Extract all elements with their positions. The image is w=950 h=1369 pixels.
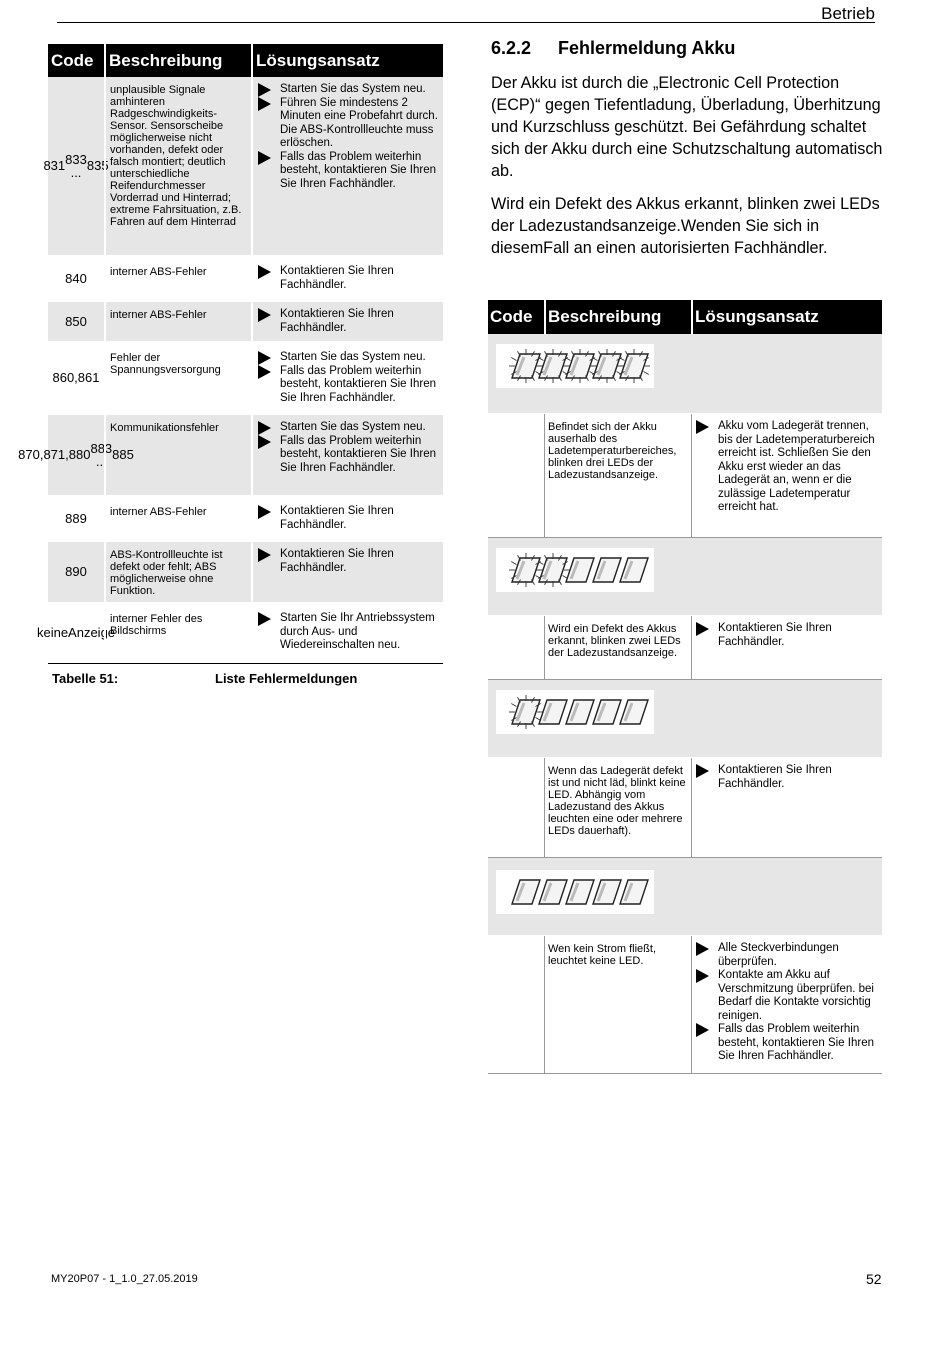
arrow-right-icon — [258, 151, 271, 165]
error-code-cell — [48, 345, 104, 411]
arrow-right-icon — [696, 942, 709, 956]
led-off — [566, 558, 594, 582]
error-description: interner ABS-Fehler — [104, 302, 251, 341]
arrow-right-icon — [258, 97, 271, 111]
header-description: Beschreibung — [104, 44, 251, 77]
led-off — [566, 700, 594, 724]
no-leds-lit-icon — [496, 870, 654, 914]
defect-paragraph: Wird ein Defekt des Akkus erkannt, blinken zwei LEDs der Ladezustandsanzeige.Wenden Sie sich in diesemFall an einen autorisierten Fachhändler. — [491, 195, 880, 257]
error-description: interner Fehler des Bildschirms — [104, 606, 251, 659]
error-code-line: Anzeige — [68, 624, 116, 640]
led-pattern-row — [488, 680, 882, 758]
arrow-right-icon — [258, 505, 271, 519]
solution-text: Falls das Problem weiterhin besteht, kontaktieren Sie Ihren Sie Ihren Fachhändler. — [718, 1023, 874, 1062]
solution-item — [696, 764, 878, 791]
error-description: interner ABS-Fehler — [104, 259, 251, 298]
error-code-line: 831 — [43, 158, 66, 174]
solution-text: Starten Sie Ihr Antriebssystem durch Aus- und Wiedereinschalten neu. — [280, 612, 435, 651]
table-row — [488, 616, 882, 680]
solution-text: Kontakte am Akku auf Verschmitzung überprüfen. bei Bedarf die Kontakte vorsichtig reinigen. — [718, 969, 874, 1022]
solution-text: Kontaktieren Sie Ihren Fachhändler. — [718, 622, 832, 648]
solution-text: Starten Sie das System neu. — [280, 421, 426, 433]
error-description: Wenn das Ladegerät defekt ist und nicht läd, blinkt keine LED. Abhängig vom Ladezustand des Akkus leuchten eine oder mehrere LEDs dauerhaft). — [544, 758, 691, 857]
solution-text: Akku vom Ladegerät trennen, bis der Ladetemperaturbereich erreicht ist. Schließen Sie den Akku erst wieder an das Ladegerät an, wenn er die zulässige Ladetemperatur erreicht hat. — [718, 420, 875, 513]
solution-text: Alle Steckverbindungen überprüfen. — [718, 942, 839, 968]
table-row — [488, 414, 882, 538]
solution-cell — [251, 77, 443, 255]
arrow-right-icon — [696, 420, 709, 434]
arrow-right-icon — [696, 764, 709, 778]
solution-item — [258, 83, 439, 97]
error-code-line: 835 — [86, 158, 109, 174]
solution-item — [258, 308, 439, 335]
error-code-line: 850 — [65, 313, 87, 329]
solution-cell — [691, 616, 882, 679]
table-header — [488, 300, 882, 334]
led-off — [512, 880, 540, 904]
solution-text: Falls das Problem weiterhin besteht, kontaktieren Sie Ihren Sie Ihren Fachhändler. — [280, 434, 436, 474]
table-header — [48, 44, 443, 77]
one-led-blinking-icon — [496, 690, 654, 734]
solution-text: Führen Sie mindestens 2 Minuten eine Probefahrt durch. Die ABS-Kontrollleuchte muss erlöschen. — [280, 96, 438, 149]
solution-cell — [251, 302, 443, 341]
solution-item — [258, 351, 439, 365]
header-code: Code — [490, 307, 533, 326]
solution-item — [258, 421, 439, 435]
led-off — [620, 558, 648, 582]
intro-paragraph: Der Akku ist durch die „Electronic Cell Protection (ECP)“ gegen Tiefentladung, Überladung, Überhitzung und Kurzschluss geschützt. Bei Gefährdung schaltet sich der Akku durch eine Schutzschaltung automatisch ab. — [491, 74, 883, 180]
led-blinking — [617, 349, 650, 383]
table-bottom-rule — [48, 663, 443, 664]
solution-cell — [251, 542, 443, 602]
error-code-line: 860, — [52, 370, 78, 386]
table-row — [48, 542, 443, 606]
table-row — [43, 77, 443, 259]
led-off — [620, 700, 648, 724]
error-codes-table — [18, 44, 443, 663]
led-off — [593, 700, 621, 724]
solution-item — [258, 505, 439, 532]
solution-item — [258, 435, 439, 476]
arrow-right-icon — [258, 421, 271, 435]
solution-text: Kontaktieren Sie Ihren Fachhändler. — [280, 548, 394, 574]
error-code-line: 840 — [65, 270, 87, 286]
arrow-right-icon — [696, 969, 709, 983]
solution-item — [258, 365, 439, 406]
table-row — [488, 758, 882, 858]
solution-cell — [251, 415, 443, 495]
header-code: Code — [51, 50, 94, 70]
section-heading — [491, 38, 735, 59]
solution-item — [696, 1023, 878, 1064]
led-off — [539, 700, 567, 724]
error-code-cell — [36, 606, 116, 659]
code-cell — [488, 616, 544, 679]
error-description: Befindet sich der Akku auserhalb des Ladetemperaturbereiches, blinken drei LEDs der Ladezustandsanzeige. — [544, 414, 691, 537]
solution-cell — [251, 499, 443, 538]
solution-text: Falls das Problem weiterhin besteht, kontaktieren Sie Ihren Sie Ihren Fachhändler. — [280, 150, 436, 190]
error-code-line: 861 — [77, 370, 100, 386]
error-description: Wird ein Defekt des Akkus erkannt, blinken zwei LEDs der Ladezustandsanzeige. — [544, 616, 691, 679]
solution-cell — [691, 414, 882, 537]
error-code-cell — [48, 499, 104, 538]
error-code-line: 871, — [43, 447, 69, 463]
solution-cell — [251, 259, 443, 298]
battery-error-table — [488, 300, 882, 1074]
led-blinking — [536, 553, 570, 587]
solution-text: Starten Sie das System neu. — [280, 83, 426, 95]
solution-item — [258, 97, 439, 151]
solution-item — [258, 548, 439, 575]
error-description: Wen kein Strom fließt, leuchtet keine LED. — [544, 936, 691, 1073]
error-code-cell — [48, 302, 104, 341]
header-solution: Lösungsansatz — [691, 300, 882, 334]
led-blinking — [509, 695, 543, 729]
led-pattern-row — [488, 538, 882, 616]
code-cell — [488, 414, 544, 537]
footer-document-id: MY20P07 - 1_1.0_27.05.2019 — [51, 1273, 198, 1285]
led-pattern-row — [488, 858, 882, 936]
solution-text: Kontaktieren Sie Ihren Fachhändler. — [280, 308, 394, 334]
error-code-line: 889 — [65, 510, 87, 526]
error-description: interner ABS-Fehler — [104, 499, 251, 538]
solution-item — [258, 612, 439, 653]
led-off — [593, 558, 621, 582]
solution-item — [696, 622, 878, 649]
header-rule — [57, 22, 875, 23]
table-caption-text: Liste Fehlermeldungen — [215, 671, 358, 686]
arrow-right-icon — [258, 351, 271, 365]
table-row — [488, 936, 882, 1074]
arrow-right-icon — [258, 612, 271, 626]
error-code-cell — [43, 77, 109, 255]
error-code-line: 890 — [65, 564, 87, 580]
two-leds-blinking-icon — [496, 548, 654, 592]
table-row — [48, 499, 443, 542]
arrow-right-icon — [258, 548, 271, 562]
led-off — [620, 880, 648, 904]
solution-cell — [691, 758, 882, 857]
solution-item — [258, 151, 439, 192]
solution-text: Falls das Problem weiterhin besteht, kontaktieren Sie Ihren Sie Ihren Fachhändler. — [280, 364, 436, 404]
table-row — [36, 606, 443, 663]
five-leds-blinking-icon — [496, 344, 654, 388]
solution-text: Kontaktieren Sie Ihren Fachhändler. — [280, 505, 394, 531]
arrow-right-icon — [258, 308, 271, 322]
table-row — [48, 259, 443, 302]
solution-cell — [251, 345, 443, 411]
error-description: Kommunikationsfehler — [104, 415, 251, 495]
solution-item — [696, 942, 878, 969]
solution-text: Kontaktieren Sie Ihren Fachhändler. — [280, 265, 394, 291]
table-caption-number: Tabelle 51: — [52, 671, 119, 686]
led-off — [593, 880, 621, 904]
solution-cell — [691, 936, 882, 1073]
led-off — [566, 880, 594, 904]
footer-page-number: 52 — [866, 1271, 882, 1287]
solution-text: Starten Sie das System neu. — [280, 351, 426, 363]
solution-item — [258, 265, 439, 292]
error-description: ABS-Kontrollleuchte ist defekt oder fehlt; ABS möglicherweise ohne Funktion. — [104, 542, 251, 602]
led-off — [539, 880, 567, 904]
table-body — [488, 334, 882, 1074]
header-section-title: Betrieb — [821, 4, 875, 23]
section-number: 6.2.2 — [491, 38, 532, 58]
solution-text: Kontaktieren Sie Ihren Fachhändler. — [718, 764, 832, 790]
header-description: Beschreibung — [544, 300, 691, 334]
arrow-right-icon — [696, 1023, 709, 1037]
error-code-cell — [18, 415, 134, 495]
table-body — [18, 77, 443, 663]
error-code-line: 883 ... — [90, 440, 113, 469]
arrow-right-icon — [258, 435, 271, 449]
error-code-line: keine — [36, 624, 69, 640]
error-description: unplausible Signale amhinteren Radgeschwindigkeits-Sensor. Sensorscheibe möglicherweise nicht vorhanden, defekt oder falsch montiert; deutlich unterschiedliche Reifendurchmesser Vorderrad und Hinterrad; extreme Fahrsituation, z.B. Fahren auf dem Hinterrad — [104, 77, 251, 255]
table-row — [48, 345, 443, 415]
arrow-right-icon — [258, 83, 271, 97]
led-pattern-row — [488, 334, 882, 414]
error-code-line: 880 — [68, 447, 91, 463]
error-description: Fehler der Spannungsversorgung — [104, 345, 251, 411]
code-cell — [488, 936, 544, 1073]
arrow-right-icon — [258, 265, 271, 279]
section-title: Fehlermeldung Akku — [558, 38, 736, 58]
error-code-line: 885 — [112, 447, 134, 463]
error-code-line: 833 ... — [65, 151, 87, 180]
arrow-right-icon — [696, 622, 709, 636]
error-code-line: 870, — [18, 447, 44, 463]
error-code-cell — [48, 542, 104, 602]
table-row — [18, 415, 443, 499]
header-solution: Lösungsansatz — [251, 44, 443, 77]
error-code-cell — [48, 259, 104, 298]
arrow-right-icon — [258, 365, 271, 379]
solution-cell — [251, 606, 443, 659]
code-cell — [488, 758, 544, 857]
solution-item — [696, 969, 878, 1023]
solution-item — [696, 420, 878, 515]
table-row — [48, 302, 443, 345]
